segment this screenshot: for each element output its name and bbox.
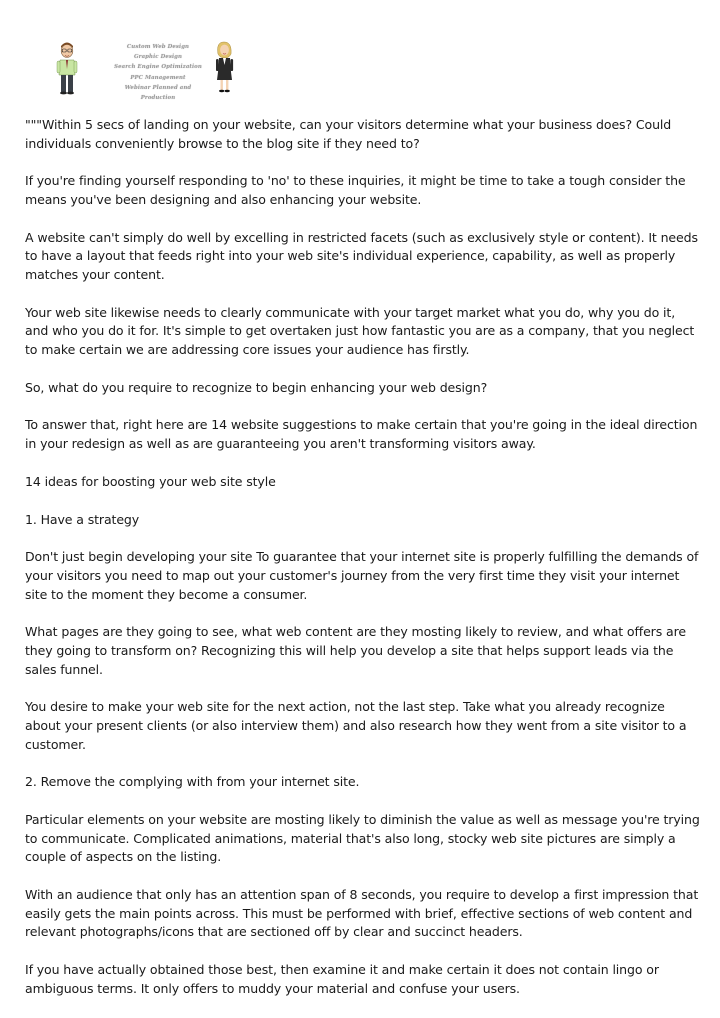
paragraph: Don't just begin developing your site To guarantee that your internet site is properly fulfilling the demands of your visitors you need to map out your customer's journey from the very first time they visit your internet site to the moment they become a consumer.	[25, 549, 699, 602]
paragraph: With an audience that only has an attention span of 8 seconds, you require to develop a first impression that easily gets the main points across. This must be performed with brief, effective sections of web content and relevant photographs/icons that are sectioned off by clear and succinct headers.	[25, 887, 699, 940]
banner-tagline	[110, 42, 206, 103]
section-heading: 14 ideas for boosting your web site style	[25, 473, 276, 489]
paragraph: What pages are they going to see, what web content are they mosting likely to review, and what offers are they going to transform on? Recognizing this will help you develop a site that helps support leads via the sales funnel.	[25, 624, 686, 677]
paragraph: If you have actually obtained those best, then examine it and make certain it does not contain lingo or ambiguous terms. It only offers to muddy your material and confuse your users.	[25, 962, 659, 996]
paragraph: If you're finding yourself responding to 'no' to these inquiries, it might be time to take a tough consider the means you've been designing and also enhancing your website.	[25, 173, 686, 207]
female-figure-image	[216, 42, 233, 92]
banner-line: Search Engine Optimization	[114, 64, 202, 71]
paragraph: So, what do you require to recognize to begin enhancing your web design?	[25, 379, 488, 395]
paragraph: You desire to make your web site for the next action, not the last step. Take what you already recognize about your present clients (or also interview them) and also research how they went from a site visitor to a customer.	[25, 699, 687, 752]
paragraph: To answer that, right here are 14 website suggestions to make certain that you're going in the ideal direction in your redesign as well as are guaranteeing you aren't transforming visitors away.	[25, 417, 698, 452]
banner-line: Graphic Design	[133, 54, 183, 61]
article-body	[25, 116, 701, 1017]
paragraph: Your web site likewise needs to clearly communicate with your target market what you do, why you do it, and who you do it for. It's simple to get overtaken just how fantastic you are as a company, that you neglect to make certain we are addressing core issues your audience has firstly.	[25, 304, 695, 357]
section-heading: 1. Have a strategy	[25, 511, 140, 527]
paragraph: """Within 5 secs of landing on your website, can your visitors determine what your business does? Could individuals conveniently browse to the blog site if they need to?	[25, 117, 672, 151]
header-banner	[50, 38, 250, 102]
paragraph: Particular elements on your website are mosting likely to diminish the value as well as message you're trying to communicate. Complicated animations, material that's also long, stocky web site pictures are simply a couple of aspects on the listing.	[25, 812, 700, 865]
male-figure-image	[57, 43, 77, 95]
banner-line: Webinar Planned and Production	[124, 84, 192, 102]
banner-line: Custom Web Design	[126, 44, 190, 50]
banner-line: PPC Management	[130, 74, 186, 81]
section-heading: 2. Remove the complying with from your internet site.	[25, 774, 360, 790]
paragraph: A website can't simply do well by excelling in restricted facets (such as exclusively style or content). It needs to have a layout that feeds right into your web site's individual experience, capability, as well as properly matches your content.	[25, 229, 698, 282]
